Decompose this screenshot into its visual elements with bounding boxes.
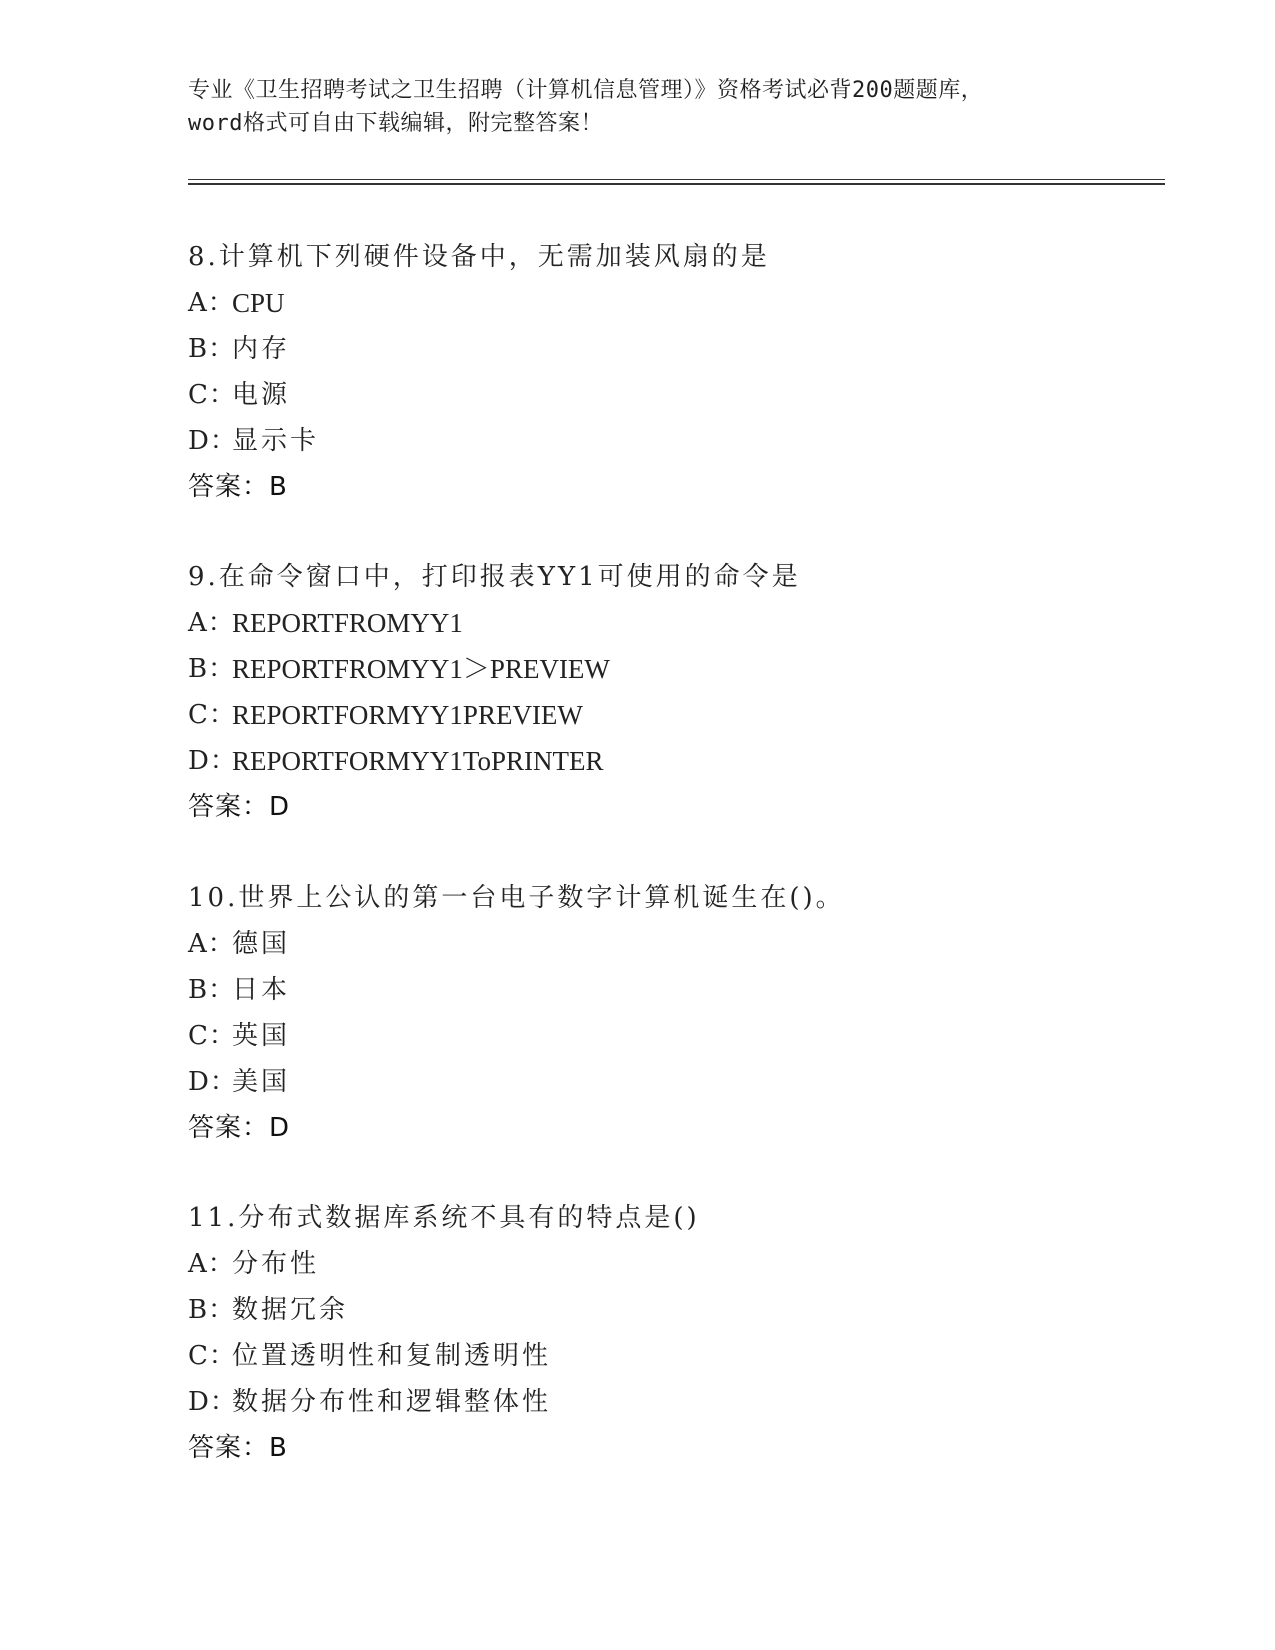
option-d <box>188 1059 1148 1105</box>
option-text: CPU <box>232 288 285 318</box>
answer-line: 答案：B <box>188 472 288 502</box>
option-c <box>188 692 1148 738</box>
question-9 <box>188 554 1148 830</box>
option-text: 德国 <box>232 929 291 959</box>
option-text: 位置透明性和复制透明性 <box>232 1341 552 1371</box>
question-11 <box>188 1195 1148 1471</box>
option-key: B： <box>188 1295 236 1325</box>
option-b <box>188 326 1148 372</box>
option-text: REPORTFROMYY1＞PREVIEW <box>232 654 610 684</box>
option-a <box>188 921 1148 967</box>
option-key: B： <box>188 334 236 364</box>
question-8 <box>188 234 1148 510</box>
question-title: 11.分布式数据库系统不具有的特点是() <box>188 1203 700 1233</box>
question-title: 10.世界上公认的第一台电子数字计算机诞生在()。 <box>188 883 845 913</box>
option-text: REPORTFORMYY1PREVIEW <box>232 700 583 730</box>
option-d <box>188 418 1148 464</box>
header-divider-thick <box>188 183 1165 185</box>
option-key: C： <box>188 700 236 730</box>
option-key: B： <box>188 654 236 684</box>
answer-line: 答案：D <box>188 792 291 822</box>
option-c <box>188 372 1148 418</box>
option-text: REPORTFORMYY1ToPRINTER <box>232 746 604 776</box>
option-key: A： <box>188 929 235 959</box>
option-a <box>188 1241 1148 1287</box>
option-key: C： <box>188 380 236 410</box>
option-b <box>188 1287 1148 1333</box>
option-text: 数据冗余 <box>232 1295 349 1325</box>
question-title: 9.在命令窗口中，打印报表YY1可使用的命令是 <box>188 562 801 592</box>
header-divider-thin <box>188 179 1165 180</box>
answer-line: 答案：B <box>188 1433 288 1463</box>
question-title: 8.计算机下列硬件设备中，无需加装风扇的是 <box>188 242 770 272</box>
question-10 <box>188 875 1148 1151</box>
option-a <box>188 600 1148 646</box>
option-text: 英国 <box>232 1021 291 1051</box>
answer-line: 答案：D <box>188 1113 291 1143</box>
option-text: 日本 <box>232 975 291 1005</box>
option-text: REPORTFROMYY1 <box>232 608 463 638</box>
header-line-1: 专业《卫生招聘考试之卫生招聘（计算机信息管理）》资格考试必背200题题库， <box>188 78 984 103</box>
option-key: C： <box>188 1341 236 1371</box>
option-b <box>188 646 1148 692</box>
option-key: D： <box>188 1387 237 1417</box>
option-c <box>188 1013 1148 1059</box>
option-text: 分布性 <box>232 1249 320 1279</box>
document-header <box>188 74 1088 140</box>
option-key: B： <box>188 975 236 1005</box>
option-text: 美国 <box>232 1067 291 1097</box>
option-d <box>188 1379 1148 1425</box>
option-key: C： <box>188 1021 236 1051</box>
option-a <box>188 280 1148 326</box>
option-b <box>188 967 1148 1013</box>
option-key: D： <box>188 426 237 456</box>
header-line-2: word格式可自由下载编辑，附完整答案！ <box>188 111 603 136</box>
option-c <box>188 1333 1148 1379</box>
option-key: D： <box>188 746 237 776</box>
option-key: A： <box>188 1249 235 1279</box>
option-text: 内存 <box>232 334 291 364</box>
option-key: D： <box>188 1067 237 1097</box>
option-key: A： <box>188 288 235 318</box>
option-text: 数据分布性和逻辑整体性 <box>232 1387 552 1417</box>
option-key: A： <box>188 608 235 638</box>
option-text: 电源 <box>232 380 291 410</box>
option-d <box>188 738 1148 784</box>
option-text: 显示卡 <box>232 426 320 456</box>
